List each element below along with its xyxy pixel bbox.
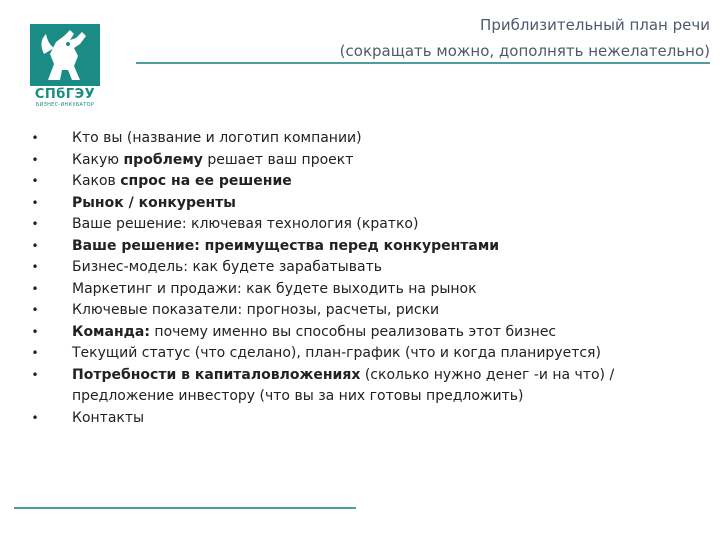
logo: [30, 24, 100, 112]
item-emphasis: Потребности в капиталовложениях: [72, 366, 361, 383]
list-item: [30, 150, 700, 172]
bullet-icon: •: [31, 367, 39, 382]
page-title: [340, 12, 710, 64]
item-emphasis: Ваше решение: преимущества перед конкурентами: [72, 237, 500, 254]
list-item: [30, 214, 700, 236]
list-item: [30, 171, 700, 193]
item-emphasis: Рынок / конкуренты: [72, 194, 236, 211]
item-emphasis: проблему: [123, 151, 203, 168]
title-divider: [136, 62, 710, 64]
title-line-2: (сокращать можно, дополнять нежелательно): [339, 42, 710, 60]
bullet-icon: •: [31, 195, 39, 210]
title-line-1: Приблизительный план речи: [480, 16, 710, 34]
bullet-icon: •: [31, 303, 39, 317]
list-item: [30, 408, 700, 430]
bullet-icon: •: [31, 281, 39, 296]
item-text: Какую: [72, 151, 124, 168]
bullet-icon: •: [31, 152, 39, 167]
bullet-icon: •: [31, 324, 39, 339]
griffin-emblem-icon: [30, 24, 100, 86]
bullet-icon: •: [31, 131, 39, 145]
list-item: [30, 343, 700, 365]
item-text: Контакты: [72, 409, 145, 426]
item-text: решает ваш проект: [202, 151, 354, 168]
bullet-icon: •: [31, 260, 39, 274]
list-item: [30, 128, 700, 150]
list-item: [30, 279, 700, 301]
item-text: почему именно вы способны реализовать этот бизнес: [149, 323, 557, 340]
item-text: Бизнес-модель: как будете зарабатывать: [72, 259, 382, 275]
item-text: Ключевые показатели: прогнозы, расчеты, риски: [72, 302, 440, 318]
bullet-icon: •: [31, 346, 39, 360]
item-emphasis: Команда:: [72, 323, 150, 340]
list-item: [30, 193, 700, 215]
item-text: Ваше решение: ключевая технология (кратко): [72, 216, 419, 232]
list-item: [30, 257, 700, 279]
bullet-icon: •: [31, 217, 39, 231]
bullet-icon: •: [31, 174, 39, 188]
list-item: [30, 236, 700, 258]
list-item: [30, 300, 700, 322]
item-text: Каков: [72, 173, 121, 189]
logo-subtitle: БИЗНЕС-ИНКУБАТОР: [35, 102, 95, 108]
logo-name: СПбГЭУ: [34, 87, 96, 102]
item-text: Маркетинг и продажи: как будете выходить на рынок: [72, 280, 477, 297]
item-text: Кто вы (название и логотип компании): [72, 130, 362, 146]
agenda-list: [30, 128, 700, 429]
list-item: [30, 322, 700, 344]
bullet-icon: •: [31, 238, 39, 253]
item-text: (сколько нужно денег -и на что) / предложение инвестору (что вы за них готовы предложить): [72, 366, 615, 404]
item-emphasis: спрос на ее решение: [120, 173, 292, 189]
footer-divider: [14, 507, 356, 509]
item-text: Текущий статус (что сделано), план-график (что и когда планируется): [72, 345, 601, 361]
list-item: [30, 365, 700, 408]
bullet-icon: •: [31, 410, 39, 425]
